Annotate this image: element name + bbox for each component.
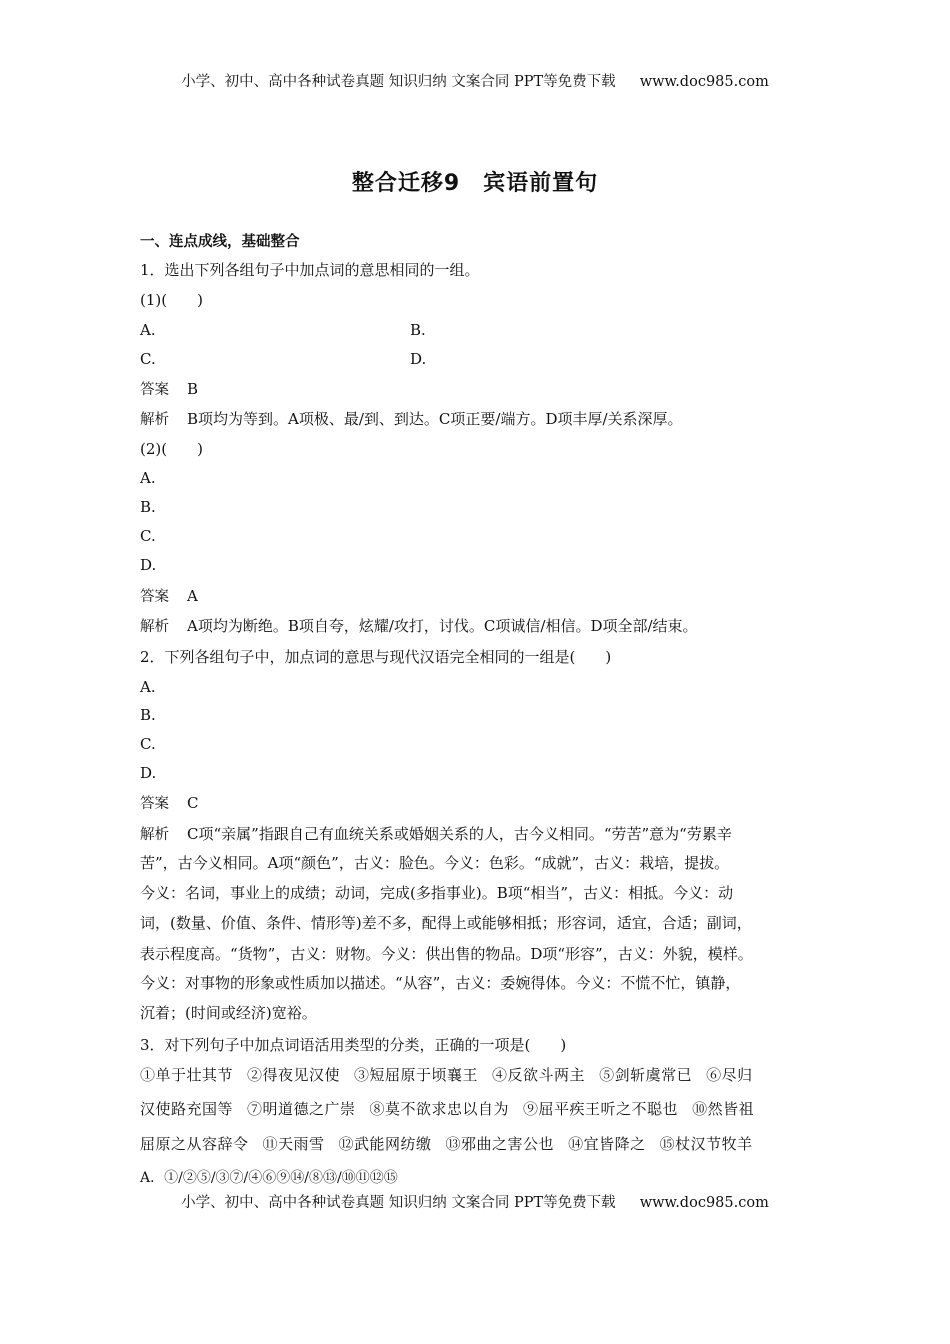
q1-p2-answer xyxy=(140,586,198,607)
q3-item: 汉使路充国等 xyxy=(140,1100,234,1118)
q2-analysis-line: 今义：对事物的形象或性质加以描述。“从容”，古义：委婉得体。今义：不慌不忙，镇静， xyxy=(140,974,741,992)
q1-p1-label: (1)( ) xyxy=(140,291,203,309)
q3-item: ⑮杖汉节牧羊 xyxy=(659,1135,753,1153)
option-c: C. xyxy=(140,527,156,545)
option-b: B. xyxy=(140,706,156,724)
section-heading: 一、连点成线，基础整合 xyxy=(140,234,300,250)
q3-items-line xyxy=(140,1065,767,1085)
q2-analysis-line: 今义：名词，事业上的成绩；动词，完成(多指事业)。B项“相当”，古义：相抵。今义：动 xyxy=(140,884,734,902)
q3-item: ③短屈原于顷襄王 xyxy=(354,1066,479,1084)
q1-p1-options-ab xyxy=(140,320,426,340)
q1-p2-analysis xyxy=(140,616,698,637)
q3-item: ①单于壮其节 xyxy=(140,1066,234,1084)
analysis-text: A项均为断绝。B项自夸，炫耀/攻打，讨伐。C项诚信/相信。D项全部/结束。 xyxy=(187,617,698,635)
q1-p1-answer xyxy=(140,379,198,400)
analysis-label: 解析 xyxy=(140,619,169,635)
q3-item: ⑬邪曲之害公也 xyxy=(445,1135,555,1153)
footer-text: 小学、初中、高中各种试卷真题 知识归纳 文案合同 PPT等免费下载 xyxy=(181,1195,616,1211)
option-d: D. xyxy=(140,556,157,574)
q2-analysis-line: 沉着；(时间或经济)宽裕。 xyxy=(140,1004,317,1022)
q2-analysis-line: 词，(数量、价值、条件、情形等)差不多，配得上或能够相抵；形容词，适宜，合适；副词， xyxy=(140,914,752,932)
page-title: 整合迁移9 宾语前置句 xyxy=(351,171,599,196)
page-header xyxy=(0,70,950,91)
option-d: D. xyxy=(410,350,427,368)
option-c: C. xyxy=(140,350,156,368)
option-a: A. xyxy=(140,678,156,696)
q1-p1-analysis xyxy=(140,409,683,430)
option-b: B. xyxy=(410,321,426,339)
q3-item: ⑤剑斩虞常已 xyxy=(599,1066,693,1084)
q3-item: 屈原之从容辞令 xyxy=(140,1135,249,1153)
q2-answer xyxy=(140,793,198,814)
q3-stem: 3．对下列句子中加点词语活用类型的分类，正确的一项是( ) xyxy=(140,1036,567,1054)
q2-analysis-line xyxy=(140,824,732,845)
q1-p1-options-cd xyxy=(140,349,427,369)
q3-items-line xyxy=(140,1134,767,1154)
q3-item: ②得夜见汉使 xyxy=(247,1066,341,1084)
q2-analysis-line: 苦”，古今义相同。A项“颜色”，古义：脸色。今义：色彩。“成就”，古义：栽培，提拔。 xyxy=(140,854,730,872)
answer-label: 答案 xyxy=(140,796,169,812)
answer-value: C xyxy=(187,794,199,812)
q3-item: ④反欲斗两主 xyxy=(492,1066,586,1084)
q2-analysis-line: 表示程度高。“货物”，古义：财物。今义：供出售的物品。D项“形容”，古义：外貌，模样。 xyxy=(140,945,753,963)
header-text: 小学、初中、高中各种试卷真题 知识归纳 文案合同 PPT等免费下载 xyxy=(181,74,616,90)
analysis-label: 解析 xyxy=(140,827,169,843)
q3-item: ⑦明道德之广崇 xyxy=(247,1100,356,1118)
option-a: A. xyxy=(140,321,156,339)
analysis-label: 解析 xyxy=(140,412,169,428)
q1-stem: 1．选出下列各组句子中加点词的意思相同的一组。 xyxy=(140,261,480,279)
q3-item: ⑪天雨雪 xyxy=(262,1135,325,1153)
header-url: www.doc985.com xyxy=(639,74,769,90)
option-b: B. xyxy=(140,498,156,516)
option-a: A. xyxy=(140,469,156,487)
page-footer xyxy=(0,1191,950,1212)
q3-item: ⑫武能网纺缴 xyxy=(338,1135,432,1153)
analysis-text: C项“亲属”指跟自己有血统关系或婚姻关系的人，古今义相同。“劳苦”意为“劳累辛 xyxy=(187,825,732,843)
answer-value: B xyxy=(187,380,199,398)
option-d: D. xyxy=(140,764,157,782)
answer-value: A xyxy=(187,587,198,605)
answer-label: 答案 xyxy=(140,382,169,398)
option-c: C. xyxy=(140,735,156,753)
q3-item: ⑭宜皆降之 xyxy=(568,1135,646,1153)
q3-option-a: A．①/②⑤/③⑦/④⑥⑨⑭/⑧⑬/⑩⑪⑫⑮ xyxy=(140,1170,398,1186)
footer-url: www.doc985.com xyxy=(639,1195,769,1211)
q3-item: ⑥尽归 xyxy=(706,1066,753,1084)
q3-item: ⑧莫不欲求忠以自为 xyxy=(369,1100,510,1118)
q3-item: ⑨屈平疾王听之不聪也 xyxy=(523,1100,679,1118)
answer-label: 答案 xyxy=(140,589,169,605)
q1-p2-label: (2)( ) xyxy=(140,440,203,458)
q3-items-line xyxy=(140,1099,768,1119)
analysis-text: B项均为等到。A项极、最/到、到达。C项正要/端方。D项丰厚/关系深厚。 xyxy=(187,410,683,428)
q3-item: ⑩然皆祖 xyxy=(692,1100,755,1118)
q2-stem: 2．下列各组句子中，加点词的意思与现代汉语完全相同的一组是( ) xyxy=(140,648,612,666)
